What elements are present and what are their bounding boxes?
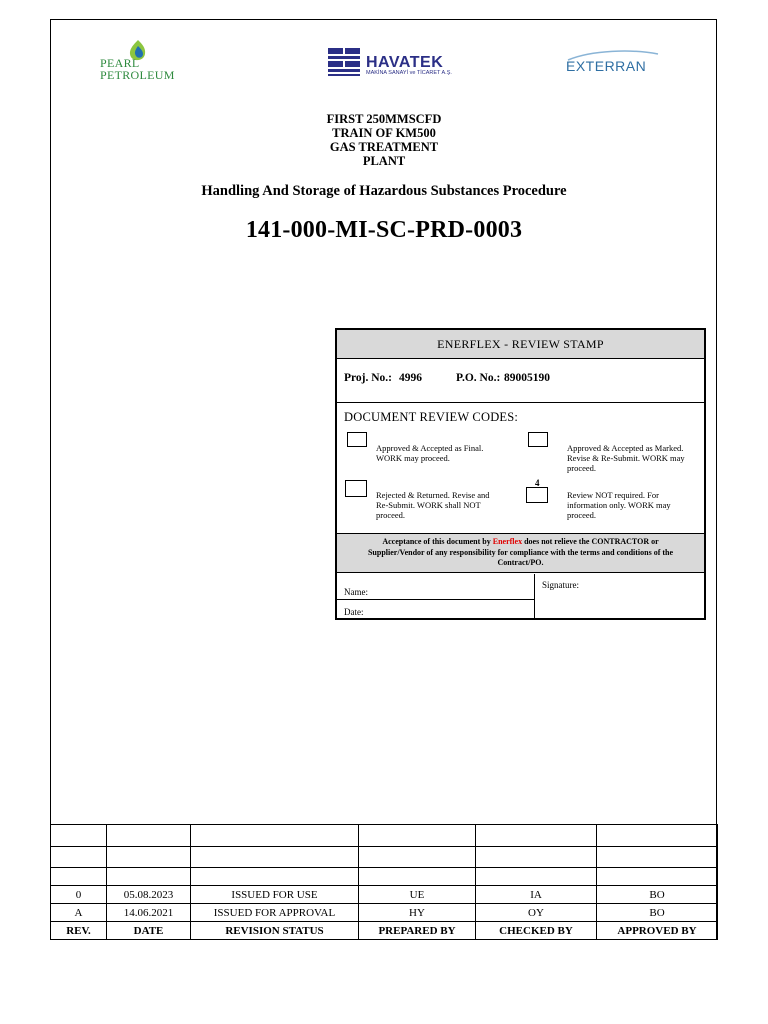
rev-cell <box>51 825 107 847</box>
header-rev: REV. <box>51 922 107 940</box>
code-line: Rejected & Returned. Revise and <box>376 490 490 500</box>
rev-cell <box>51 868 107 886</box>
rev-cell: A <box>51 904 107 922</box>
approved-cell <box>597 825 718 847</box>
code-line: Review NOT required. For <box>567 490 659 500</box>
code-line: Approved & Accepted as Final. <box>376 443 484 453</box>
checked-cell: IA <box>476 886 597 904</box>
rev-cell: 0 <box>51 886 107 904</box>
name-field-label: Name: <box>344 587 368 597</box>
havatek-logo <box>328 46 468 82</box>
po-value: 89005190 <box>504 372 550 384</box>
proj-label: Proj. No.: <box>344 372 393 384</box>
header-checked: CHECKED BY <box>476 922 597 940</box>
review-code-checkbox[interactable] <box>345 480 367 497</box>
havatek-subtitle: MAKİNA SANAYİ ve TİCARET A.Ş. <box>366 70 452 76</box>
approved-cell <box>597 868 718 886</box>
rev-cell <box>51 847 107 868</box>
review-code-checkbox[interactable] <box>528 432 548 447</box>
exterran-logo <box>562 48 662 78</box>
document-number: 141-000-MI-SC-PRD-0003 <box>245 217 523 243</box>
date-cell: 05.08.2023 <box>107 886 191 904</box>
revision-header-row <box>51 922 718 940</box>
checked-cell: OY <box>476 904 597 922</box>
pearl-word: PEARL <box>100 56 140 70</box>
revision-row <box>51 868 718 886</box>
revision-row <box>51 904 718 922</box>
havatek-mark-icon <box>328 48 362 78</box>
review-codes-title: DOCUMENT REVIEW CODES: <box>344 410 519 424</box>
review-code-text <box>376 443 483 463</box>
disclaimer-text: Acceptance of this document by <box>382 537 493 546</box>
status-cell: ISSUED FOR APPROVAL <box>191 904 359 922</box>
project-title <box>0 112 768 168</box>
status-cell <box>191 847 359 868</box>
disclaimer-company: Enerflex <box>492 537 523 546</box>
approved-cell: BO <box>597 904 718 922</box>
prepared-cell <box>359 868 476 886</box>
header-date: DATE <box>107 922 191 940</box>
code-line: proceed. <box>376 510 406 520</box>
revision-row <box>51 825 718 847</box>
revision-row <box>51 847 718 868</box>
divider <box>337 599 534 600</box>
prepared-cell: HY <box>359 904 476 922</box>
approved-cell: BO <box>597 886 718 904</box>
code-line: WORK may proceed. <box>376 453 450 463</box>
date-cell <box>107 868 191 886</box>
exterran-word: EXTERRAN <box>566 58 647 74</box>
prepared-cell <box>359 825 476 847</box>
code-line: Approved & Accepted as Marked. <box>567 443 684 453</box>
divider <box>534 574 535 618</box>
approved-cell <box>597 847 718 868</box>
po-label: P.O. No.: <box>456 372 501 384</box>
checked-cell <box>476 825 597 847</box>
checked-cell <box>476 847 597 868</box>
acceptance-disclaimer <box>337 533 704 573</box>
revision-table <box>50 824 718 940</box>
proj-value: 4996 <box>399 372 422 384</box>
revision-row <box>51 886 718 904</box>
status-cell <box>191 868 359 886</box>
code-line: Revise & Re-Submit. WORK may <box>567 453 685 463</box>
code-line: information only. WORK may <box>567 500 671 510</box>
disclaimer-text: Supplier/Vendor of any responsibility for compliance with the terms and conditions of the <box>367 547 674 557</box>
review-code-checkbox[interactable] <box>526 478 548 503</box>
prepared-cell <box>359 847 476 868</box>
review-code-text <box>376 490 490 520</box>
signature-field-label: Signature: <box>542 580 579 590</box>
stamp-project-row <box>337 359 704 403</box>
document-title: Handling And Storage of Hazardous Substances Procedure <box>201 183 567 199</box>
havatek-word: HAVATEK <box>366 54 444 71</box>
petroleum-word: PETROLEUM <box>100 68 175 82</box>
disclaimer-text: does not relieve the CONTRACTOR or <box>522 537 659 546</box>
signature-area <box>337 574 704 618</box>
review-code-checkbox[interactable] <box>347 432 367 447</box>
date-cell: 14.06.2021 <box>107 904 191 922</box>
checkbox-mark: 4 <box>535 478 540 488</box>
date-field-label: Date: <box>344 607 364 617</box>
title-line: FIRST 250MMSCFD <box>326 112 442 126</box>
status-cell <box>191 825 359 847</box>
header-approved: APPROVED BY <box>597 922 718 940</box>
date-cell <box>107 847 191 868</box>
header-status: REVISION STATUS <box>191 922 359 940</box>
date-cell <box>107 825 191 847</box>
title-line: GAS TREATMENT <box>329 140 439 154</box>
code-line: proceed. <box>567 463 597 473</box>
pearl-petroleum-logo <box>98 38 178 86</box>
disclaimer-text: Contract/PO. <box>497 558 544 567</box>
title-line: TRAIN OF KM500 <box>332 126 436 140</box>
stamp-header: ENERFLEX - REVIEW STAMP <box>337 330 704 359</box>
checked-cell <box>476 868 597 886</box>
review-code-text <box>567 490 671 520</box>
prepared-cell: UE <box>359 886 476 904</box>
code-line: Re-Submit. WORK shall NOT <box>376 500 481 510</box>
title-line: PLANT <box>362 154 406 168</box>
review-stamp <box>335 328 706 620</box>
header-prepared: PREPARED BY <box>359 922 476 940</box>
review-code-text <box>567 443 685 473</box>
status-cell: ISSUED FOR USE <box>191 886 359 904</box>
code-line: proceed. <box>567 510 597 520</box>
